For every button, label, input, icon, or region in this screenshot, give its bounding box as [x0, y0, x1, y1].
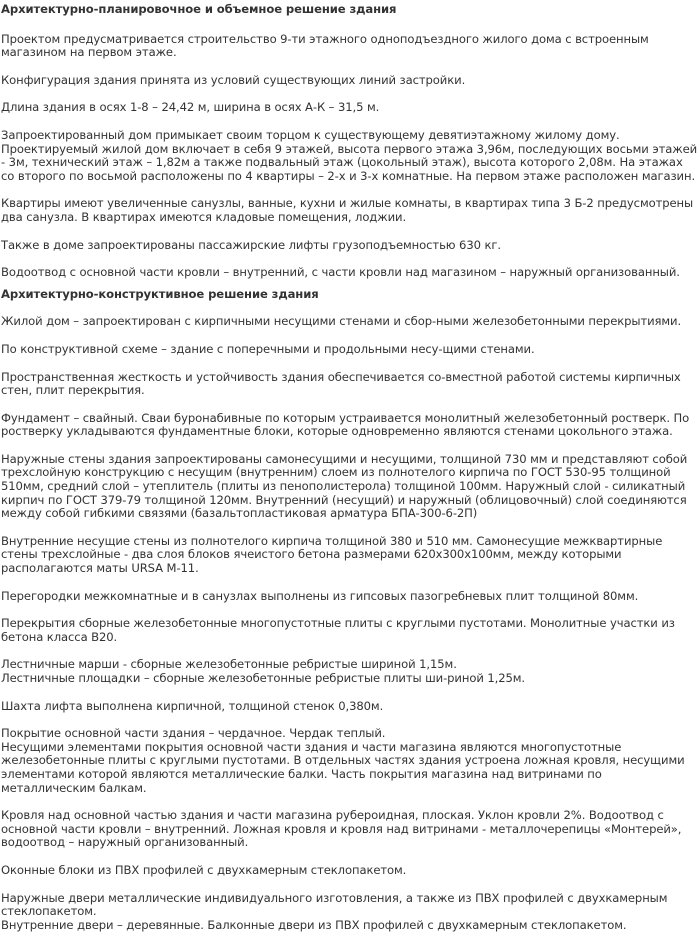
paragraph: Пространственная жесткость и устойчивость здания обеспечивается со-вместной работой системы кирпичных стен, плит перекрытия. — [1, 369, 681, 398]
paragraph: Внутренние несущие стены из полнотелого кирпича толщиной 380 и 510 мм. Самонесущие межквартирные стены трехслойные - два слоя блоков ячеистого бетона размерами 620х300х100мм, между которыми располагаются маты URSA М-11. — [1, 533, 663, 576]
paragraph: Длина здания в осях 1-8 – 24,42 м, ширина в осях А-К – 31,5 м. — [1, 100, 380, 115]
paragraph: Проектом предусматривается строительство 9-ти этажного однoподъездного жилого дома с встроенным магазином на первом этаже. — [1, 31, 649, 60]
paragraph-roof-attic: Покрытие основной части здания – чердачное. Чердак теплый. — [1, 726, 386, 741]
paragraph: Наружные стены здания запроектированы самонесущими и несущими, толщиной 730 мм и представляют собой трехслойную конструкцию с несущим (внутренним) слоем из полнотелого кирпича по ГОСТ 530-95 толщиной 510мм, средний слой – утеплитель (плиты из пенополистерола) толщиной 100мм. Наружный слой - силикатный кирпич по ГОСТ 379-79 толщиной 120мм. Внутренний (несущий) и наружный (облицовочный) слой соединяются между собой гибкими связями (базальтопластиковая арматура БПА-300-6-2П) — [1, 451, 688, 521]
paragraph: Конфигурация здания принята из условий существующих линий застройки. — [1, 72, 466, 87]
paragraph-stairs-flights: Лестничные марши - сборные железобетонные ребристые шириной 1,15м. — [1, 657, 457, 672]
paragraph-roof-structure: Несущими элементами покрытия основной части здания и части магазина являются многопустотные железобетонные плиты с круглыми пустотами. В отдельных частях здания устроена ложная кровля, несущими элементами которой являются металлические балки. Часть покрытия магазина над витринами по металлическим балкам. — [1, 739, 685, 795]
paragraph: Водоотвод с основной части кровли – внутренний, с части кровли над магазином – наружный организованный. — [1, 265, 680, 280]
paragraph: Перегородки межкомнатные и в санузлах выполнены из гипсовых пазогребневых плит толщиной 80мм. — [1, 588, 639, 603]
paragraph: Перекрытия сборные железобетонные многопустотные плиты с круглыми пустотами. Монолитные участки из бетона класса В20. — [1, 616, 675, 644]
paragraph: Также в доме запроектированы пассажирские лифты грузоподъемностью 630 кг. — [1, 237, 501, 252]
section-heading-architectural-planning: Архитектурно-планировочное и объемное решение здания — [1, 2, 397, 16]
paragraph-stairs-landings: Лестничные площадки – сборные железобетонные ребристые плиты ши-риной 1,25м. — [1, 671, 526, 685]
paragraph-windows: Оконные блоки из ПВХ профилей с двухкамерным стеклопакетом. — [1, 862, 407, 877]
paragraph: Квартиры имеют увеличенные санузлы, ванные, кухни и жилые комнаты, в квартирах типа 3 Б-2 предусмотрены два санузла. В квартирах имеются кладовые помещения, лоджии. — [1, 196, 694, 224]
paragraph-lift-shaft: Шахта лифта выполнена кирпичной, толщиной стенок 0,380м. — [1, 698, 384, 713]
section-heading-architectural-structural: Архитектурно-конструктивное решение здания — [1, 286, 319, 301]
paragraph: Фундамент – свайный. Сваи буронабивные по которым устраивается монолитный железобетонный ростверк. По ростверку укладываются фундаментные блоки, которые одновременно являются стенами цокольного этажа. — [1, 410, 690, 439]
paragraph: По конструктивной схеме – здание с поперечными и продольными несу-щими стенами. — [1, 341, 535, 356]
paragraph: Жилой дом – запроектирован с кирпичными несущими стенами и сбор-ными железобетонными перекрытиями. — [1, 314, 682, 329]
paragraph-interior-doors: Внутренние двери – деревянные. Балконные двери из ПВХ профилей с двухкамерным стеклопакетом. — [1, 917, 627, 932]
paragraph: Запроектированный дом примыкает своим торцом к существующему девятиэтажному жилому дому. Проектируемый жилой дом включает в себя 9 этажей, высота первого этажа 3,96м, последующих восьми этажей - 3м, технический этаж – 1,82м а также подвальный этаж (цокольный этаж), высота которого 2,08м. На этажах со второго по восьмой расположены по 4 квартиры – 2-х и 3-х комнатные. На первом этаже расположен магазин. — [1, 127, 698, 183]
paragraph-roofing: Кровля над основной частью здания и части магазина рубероидная, плоская. Уклон кровли 2%. Водоотвод с основной части кровли – внутренний. Ложная кровля и кровля над витринами - металлочерепицы «Монтерей», водоотвод – наружный организованный. — [1, 808, 682, 850]
paragraph-exterior-doors: Наружные двери металлические индивидуального изготовления, а также из ПВХ профилей с двухкамерным стеклопакетом. — [1, 890, 668, 919]
